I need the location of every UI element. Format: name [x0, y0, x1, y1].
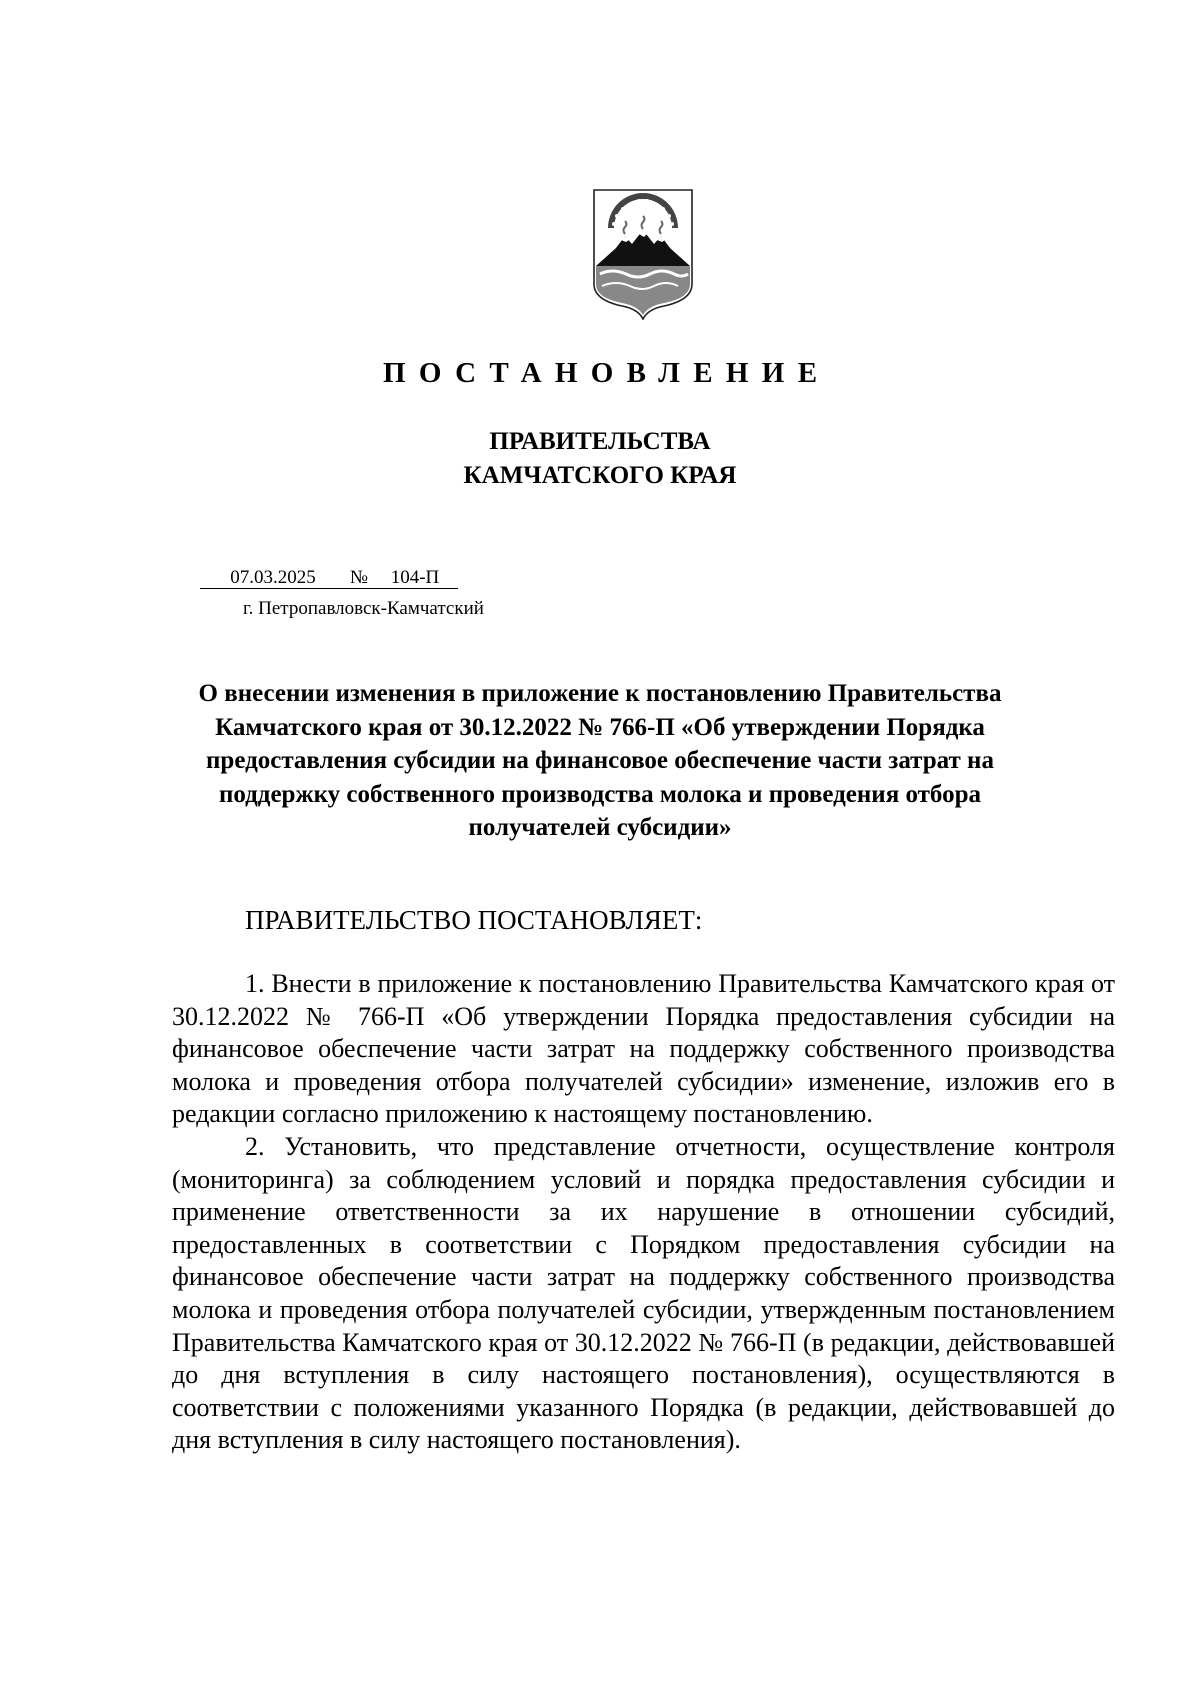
number-sign: № [346, 568, 372, 589]
document-body [172, 968, 1115, 1457]
document-title: О внесении изменения в приложение к постановлению Правительства Камчатского края от 30.12.2022 № 766-П «Об утверждении Порядка предоставления субсидии на финансовое обеспечение части затрат на поддержку собственного производства молока и проведения отбора получателей субсидии» [198, 680, 1002, 842]
issuer-line-1: ПРАВИТЕЛЬСТВА [489, 428, 711, 455]
paragraph-2: 2. Установить, что представление отчетности, осуществление контроля (мониторинга) за соблюдением условий и порядка предоставления субсидии и применение ответственности за их нарушение в отношении субсидий, предоставленных в соответствии с Порядком предоставления субсидии на финансовое обеспечение части затрат на поддержку собственного производства молока и проведения отбора получателей субсидии, утвержденным постановлением Правительства Камчатского края от 30.12.2022 № 766-П (в редакции, действовавшей до дня вступления в силу настоящего постановления), осуществляются в соответствии с положениями указанного Порядка (в редакции, действовавшей до дня вступления в силу настоящего постановления). [172, 1131, 1115, 1455]
issue-city: г. Петропавловск-Камчатский [243, 598, 484, 619]
document-number: 104-П [372, 568, 458, 589]
document-type-heading: ПОСТАНОВЛЕНИЕ [382, 357, 831, 389]
paragraph-1: 1. Внести в приложение к постановлению Правительства Камчатского края от 30.12.2022 № 766-П «Об утверждении Порядка предоставления субсидии на финансовое обеспечение части затрат на поддержку собственного производства молока и проведения отбора получателей субсидии» изменение, изложив его в редакции согласно приложению к настоящему постановлению. [172, 969, 1115, 1129]
coat-of-arms-icon [592, 188, 694, 320]
resolves-heading: ПРАВИТЕЛЬСТВО ПОСТАНОВЛЯЕТ: [245, 905, 703, 935]
date-number-line [200, 567, 458, 589]
document-date: 07.03.2025 [200, 568, 346, 589]
issuer-line-2: КАМЧАТСКОГО КРАЯ [463, 462, 737, 489]
